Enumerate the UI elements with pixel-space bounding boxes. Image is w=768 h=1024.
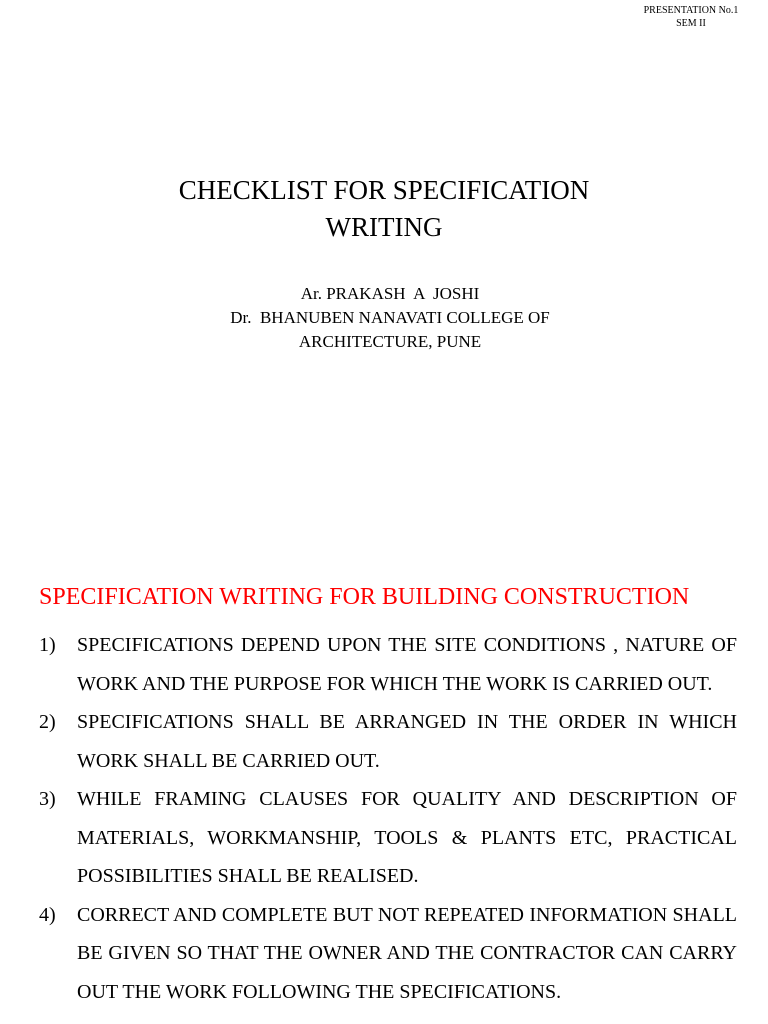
section-heading: SPECIFICATION WRITING FOR BUILDING CONSTRUCTION bbox=[39, 584, 690, 610]
page-title bbox=[0, 172, 768, 246]
item-number: 1) bbox=[39, 634, 56, 656]
title-line-2: WRITING bbox=[325, 212, 443, 242]
list-item bbox=[39, 703, 737, 780]
author-location: ARCHITECTURE, PUNE bbox=[298, 332, 482, 351]
checklist bbox=[39, 626, 737, 1011]
item-number: 4) bbox=[39, 903, 56, 926]
list-item bbox=[39, 626, 737, 703]
item-number: 2) bbox=[39, 711, 56, 733]
author-block bbox=[0, 282, 768, 354]
item-text: CORRECT AND COMPLETE BUT NOT REPEATED INFORMATION SHALL BE GIVEN SO THAT THE OWNER AND THE CONTRACTOR CAN CARRY OUT THE WORK FOLLOWING THE SPECIFICATIONS. bbox=[77, 903, 737, 1003]
presentation-label bbox=[626, 4, 756, 30]
item-number: 3) bbox=[39, 788, 56, 810]
author-name: Ar. PRAKASH A JOSHI bbox=[300, 284, 480, 303]
list-item bbox=[39, 780, 737, 896]
list-item bbox=[39, 896, 737, 1012]
item-text: WHILE FRAMING CLAUSES FOR QUALITY AND DESCRIPTION OF MATERIALS, WORKMANSHIP, TOOLS & PLANTS ETC, PRACTICAL POSSIBILITIES SHALL BE REALISED. bbox=[77, 788, 737, 887]
presentation-number: PRESENTATION No.1 bbox=[643, 5, 739, 16]
item-text: SPECIFICATIONS DEPEND UPON THE SITE CONDITIONS , NATURE OF WORK AND THE PURPOSE FOR WHICH THE WORK IS CARRIED OUT. bbox=[77, 634, 737, 695]
title-line-1: CHECKLIST FOR SPECIFICATION bbox=[178, 175, 590, 205]
semester-label: SEM II bbox=[676, 18, 706, 29]
item-text: SPECIFICATIONS SHALL BE ARRANGED IN THE ORDER IN WHICH WORK SHALL BE CARRIED OUT. bbox=[77, 711, 737, 772]
author-institution: Dr. BHANUBEN NANAVATI COLLEGE OF bbox=[230, 308, 550, 327]
